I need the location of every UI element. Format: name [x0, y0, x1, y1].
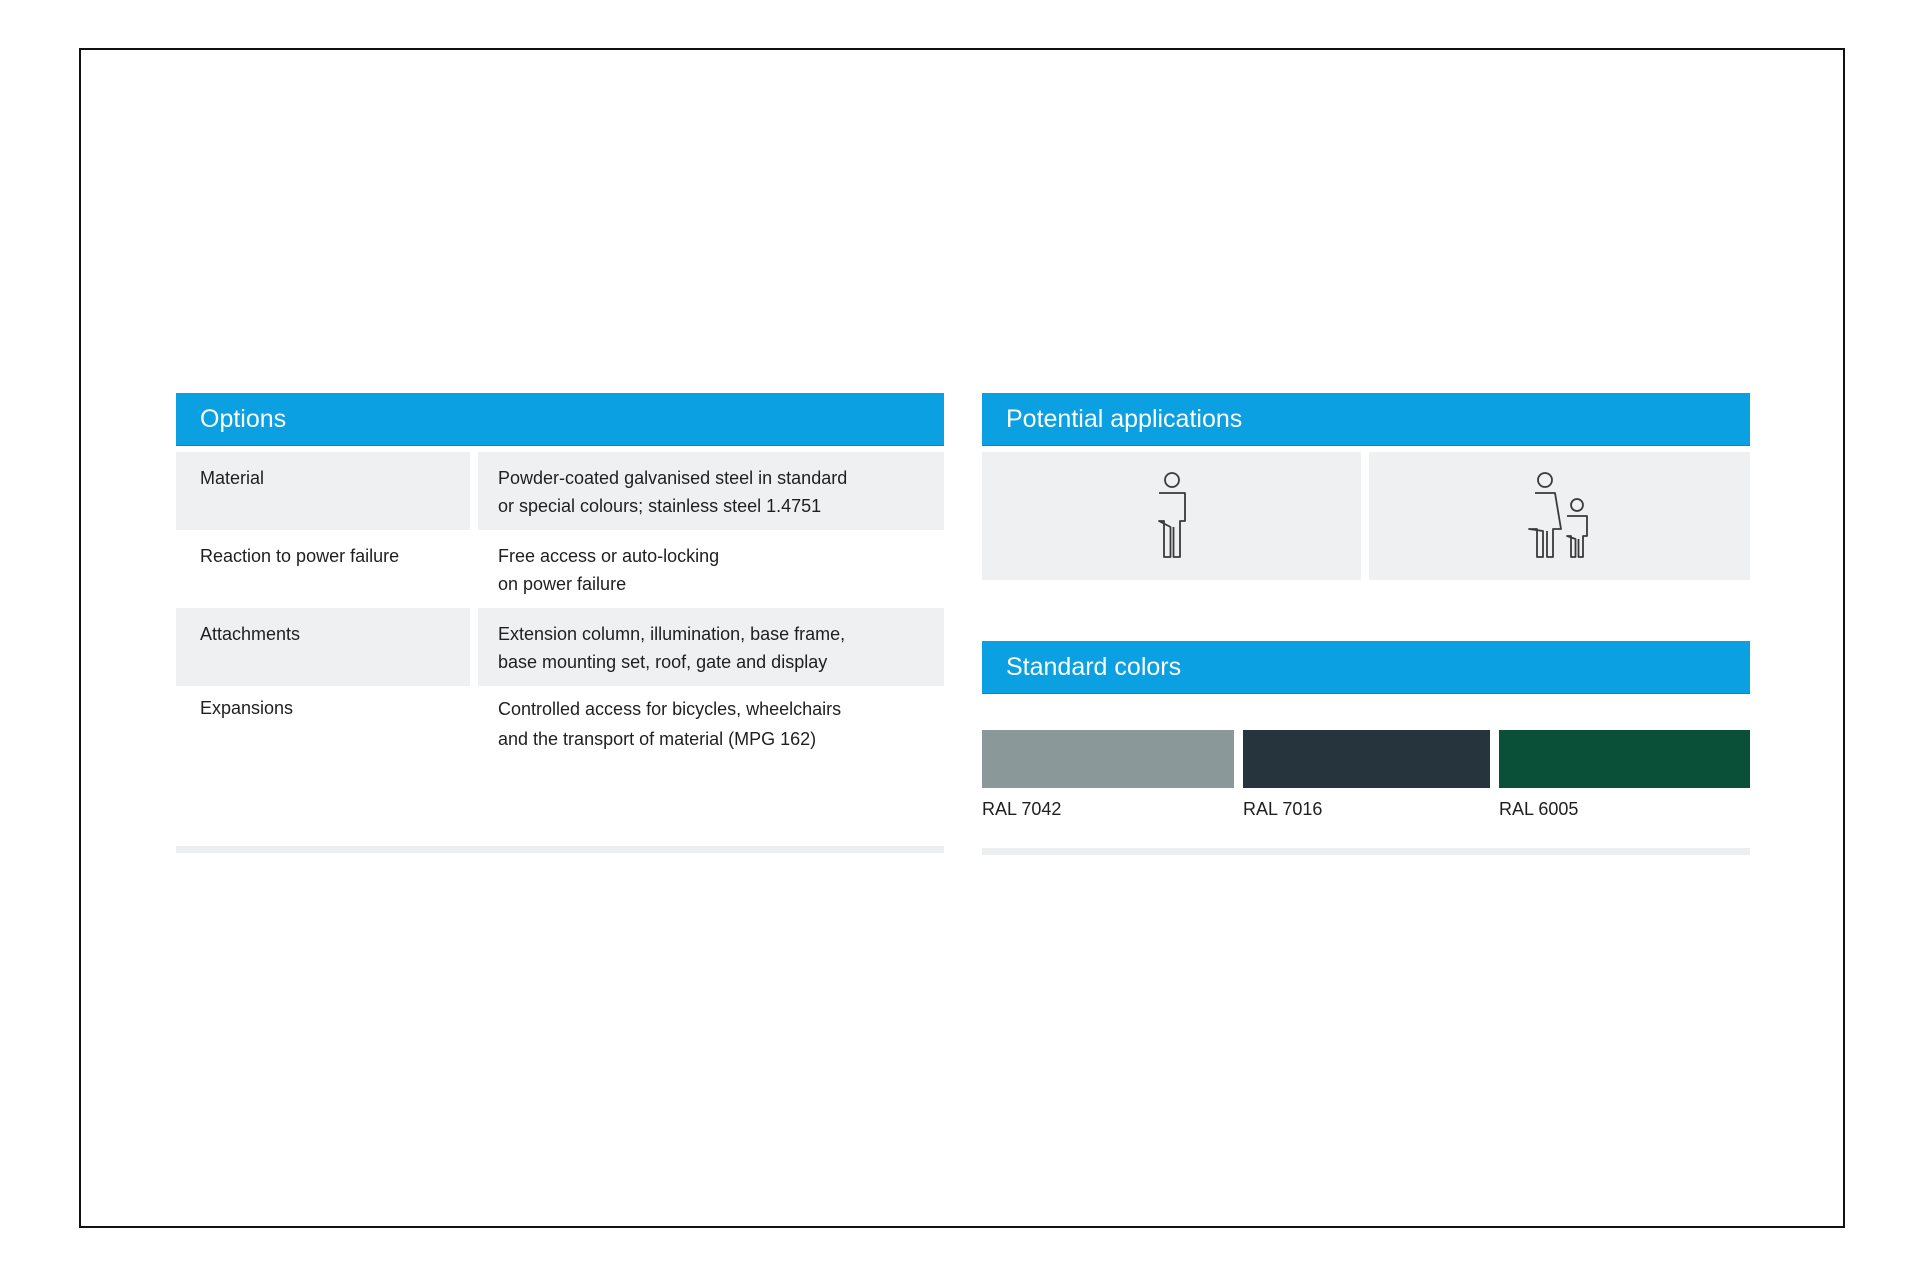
option-label-attachments: Attachments: [176, 608, 470, 686]
swatch-ral-7042: [982, 730, 1234, 820]
applications-header: [982, 393, 1750, 446]
application-tiles: [982, 452, 1750, 580]
option-label-power-failure: Reaction to power failure: [200, 546, 400, 566]
table-row: [176, 686, 944, 846]
standard-colors-panel: [982, 641, 1750, 855]
applications-panel: [982, 393, 1750, 580]
swatch-row: [982, 730, 1750, 820]
option-value-expansions: Controlled access for bicycles, wheelchairs and the transport of material (MPG 162): [498, 699, 842, 749]
swatch-label: RAL 6005: [1499, 799, 1579, 819]
application-tile-adult: [982, 452, 1361, 580]
color-swatch: [1499, 730, 1750, 788]
options-table: [176, 452, 944, 846]
options-panel: [176, 393, 944, 853]
option-label-expansions: Expansions: [200, 698, 294, 718]
colors-bottom-rule: [982, 848, 1750, 855]
option-value-material: Powder-coated galvanised steel in standard or special colours; stainless steel 1.4751: [478, 452, 944, 530]
options-title: Options: [200, 404, 287, 433]
table-row: [176, 530, 944, 608]
swatch-label: RAL 7016: [1243, 799, 1323, 819]
option-value-power-failure: Free access or auto-locking on power failure: [498, 546, 720, 594]
color-swatch: [1243, 730, 1490, 788]
option-value-attachments: Extension column, illumination, base frame, base mounting set, roof, gate and display: [478, 608, 944, 686]
options-header: [176, 393, 944, 446]
color-swatch: [982, 730, 1234, 788]
options-bottom-rule: [176, 846, 944, 853]
adult-with-child-icon: [1525, 471, 1595, 561]
option-label-material: Material: [176, 452, 470, 530]
standard-colors-header: [982, 641, 1750, 694]
swatch-ral-7016: [1243, 730, 1490, 820]
swatch-label: RAL 7042: [982, 799, 1062, 819]
swatch-ral-6005: [1499, 730, 1750, 820]
table-row: [176, 608, 944, 686]
table-row: [176, 452, 944, 530]
standard-colors-title: Standard colors: [1006, 652, 1182, 681]
application-tile-adult-child: [1369, 452, 1750, 580]
applications-title: Potential applications: [1006, 404, 1243, 433]
person-icon: [1152, 471, 1192, 561]
